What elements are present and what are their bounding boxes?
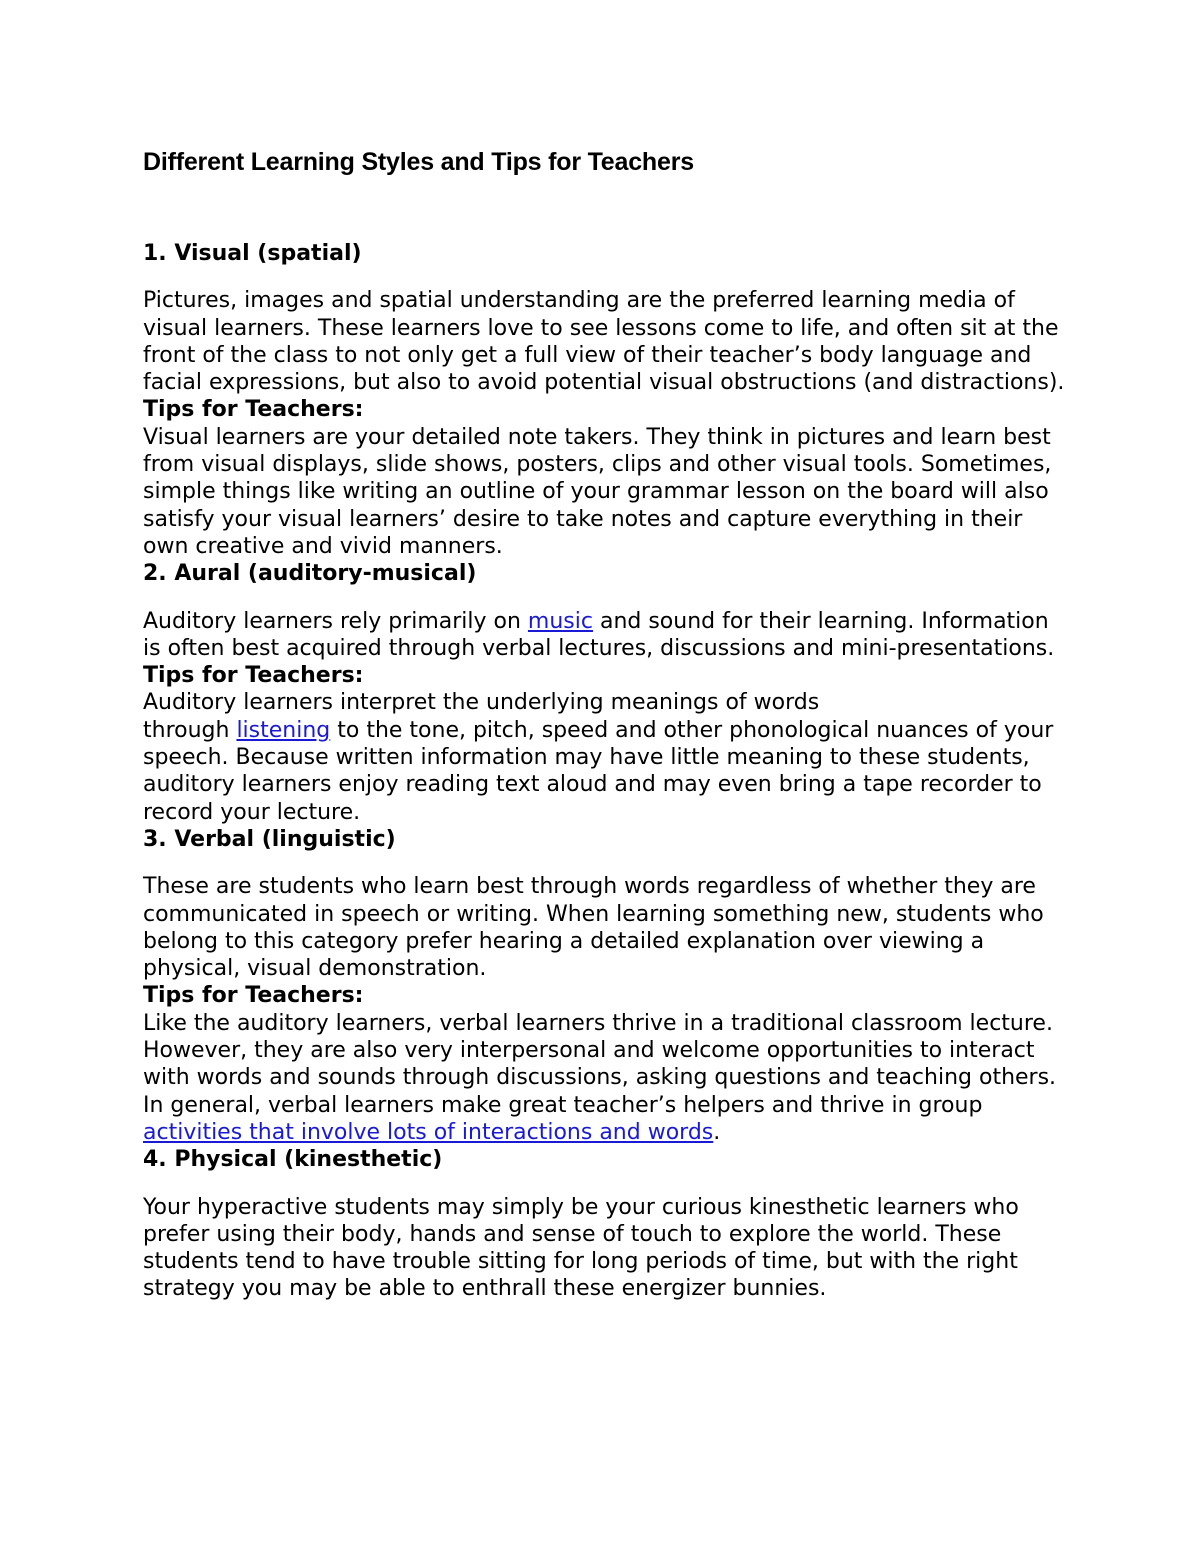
section-heading: 2. Aural (auditory-musical)	[143, 561, 477, 587]
tips-text-line1: Auditory learners interpret the underlying meanings of words	[143, 690, 820, 716]
music-link[interactable]: music	[527, 608, 593, 634]
section-heading: 3. Verbal (linguistic)	[143, 826, 396, 852]
tips-text	[143, 689, 1073, 825]
tips-text-after: to the tone, pitch, speed and other phonological nuances of your speech. Because written information may have little meaning to these students, auditory learners enjoy reading text aloud and may even bring a tape recorder to record your lecture.	[143, 717, 1054, 825]
activities-link[interactable]: activities that involve lots of interactions and words	[143, 1119, 714, 1145]
section-physical	[143, 1146, 1073, 1302]
tips-text-after: .	[713, 1119, 721, 1145]
section-intro: These are students who learn best through words regardless of whether they are communicated in speech or writing. When learning something new, students who belong to this category prefer hearing a detailed explanation over viewing a physical, visual demonstration.	[143, 874, 1044, 982]
section-heading: 4. Physical (kinesthetic)	[143, 1147, 443, 1173]
section-intro	[143, 608, 1073, 663]
section-verbal	[143, 826, 1073, 1146]
document-body	[143, 146, 1073, 1303]
tips-label: Tips for Teachers:	[143, 983, 364, 1009]
section-visual	[143, 240, 1073, 560]
intro-text-after: and sound for their learning. Information is often best acquired through verbal lectures, discussions and mini-presentations.	[143, 608, 1055, 661]
tips-label: Tips for Teachers:	[143, 663, 364, 689]
section-intro: Pictures, images and spatial understanding are the preferred learning media of visual learners. These learners love to see lessons come to life, and often sit at the front of the class to not only get a full view of their teacher’s body language and facial expressions, but also to avoid potential visual obstructions (and distractions).	[143, 288, 1065, 396]
section-intro: Your hyperactive students may simply be your curious kinesthetic learners who prefer using their body, hands and sense of touch to explore the world. These students tend to have trouble sitting for long periods of time, but with the right strategy you may be able to enthrall these energizer bunnies.	[143, 1194, 1019, 1302]
tips-text: Visual learners are your detailed note takers. They think in pictures and learn best from visual displays, slide shows, posters, clips and other visual tools. Sometimes, simple things like writing an outline of your grammar lesson on the board will also satisfy your visual learners’ desire to take notes and capture everything in their own creative and vivid manners.	[143, 424, 1052, 559]
tips-text	[143, 1010, 1073, 1146]
tips-label: Tips for Teachers:	[143, 397, 364, 423]
document-title: Different Learning Styles and Tips for Teachers	[143, 148, 694, 176]
tips-text-before: through	[143, 717, 237, 743]
intro-text-before: Auditory learners rely primarily on	[143, 608, 528, 634]
tips-text-before: Like the auditory learners, verbal learners thrive in a traditional classroom lecture. However, they are also very interpersonal and welcome opportunities to interact with words and sounds through discussions, asking questions and teaching others. In general, verbal learners make great teacher’s helpers and thrive in group	[143, 1010, 1057, 1118]
section-heading: 1. Visual (spatial)	[143, 241, 362, 266]
section-aural	[143, 560, 1073, 826]
listening-link[interactable]: listening	[236, 717, 331, 743]
